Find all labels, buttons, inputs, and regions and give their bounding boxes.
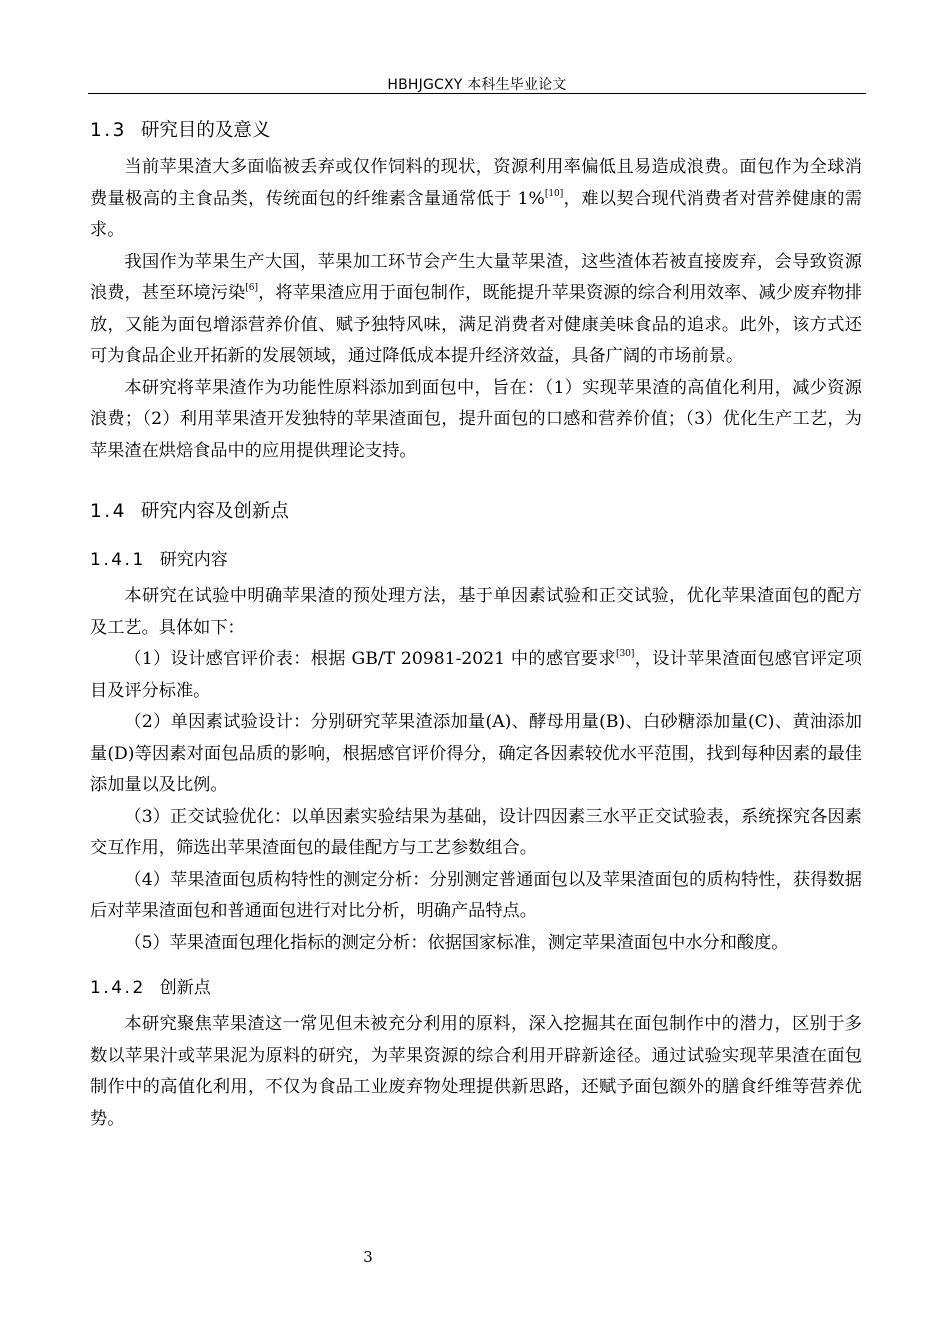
section-number: 1.3 [90, 120, 127, 141]
subsection-heading-1-4-2 [90, 973, 862, 1003]
subsection-number: 1.4.1 [90, 550, 146, 570]
list-item: （3）正交试验优化：以单因素实验结果为基础，设计四因素三水平正交试验表，系统探究各因素交互作用，筛选出苹果渣面包的最佳配方与工艺参数组合。 [90, 806, 862, 858]
section-heading-1-4 [90, 497, 862, 527]
paragraph: 我国作为苹果生产大国，苹果加工环节会产生大量苹果渣，这些渣体若被直接废弃，会导致资源浪费，甚至环境污染[6]，将苹果渣应用于面包制作，既能提升苹果资源的综合利用效率、减少废弃物排放，又能为面包增添营养价值、赋予独特风味，满足消费者对健康美味食品的追求。此外，该方式还可为食品企业开拓新的发展领域，通过降低成本提升经济效益，具备广阔的市场前景。 [90, 251, 862, 366]
list-item: （1）设计感官评价表：根据 GB/T 20981-2021 中的感官要求[30]，设计苹果渣面包感官评定项目及评分标准。 [90, 649, 862, 701]
subsection-title: 创新点 [159, 978, 211, 998]
list-item: （4）苹果渣面包质构特性的测定分析：分别测定普通面包以及苹果渣面包的质构特性，获得数据后对苹果渣面包和普通面包进行对比分析，明确产品特点。 [90, 869, 862, 921]
section-number: 1.4 [90, 501, 127, 522]
header-rule [88, 93, 866, 94]
paragraph: 本研究将苹果渣作为功能性原料添加到面包中，旨在：（1）实现苹果渣的高值化利用，减少资源浪费；（2）利用苹果渣开发独特的苹果渣面包，提升面包的口感和营养价值；（3）优化生产工艺，为苹果渣在烘焙食品中的应用提供理论支持。 [90, 377, 862, 461]
section-title: 研究目的及意义 [140, 120, 271, 141]
subsection-heading-1-4-1 [90, 545, 862, 575]
paragraph: 本研究聚焦苹果渣这一常见但未被充分利用的原料，深入挖掘其在面包制作中的潜力，区别于多数以苹果汁或苹果泥为原料的研究，为苹果资源的综合利用开辟新途径。通过试验实现苹果渣在面包制作中的高值化利用，不仅为食品工业废弃物处理提供新思路，还赋予面包额外的膳食纤维等营养优势。 [90, 1014, 862, 1129]
citation: [30] [615, 649, 635, 659]
citation: [6] [245, 283, 259, 293]
subsection-number: 1.4.2 [90, 978, 146, 998]
citation: [10] [544, 188, 564, 199]
paragraph: 本研究在试验中明确苹果渣的预处理方法，基于单因素试验和正交试验，优化苹果渣面包的配方及工艺。具体如下： [90, 586, 862, 638]
page-content [90, 116, 862, 1135]
list-item: （5）苹果渣面包理化指标的测定分析：依据国家标准，测定苹果渣面包中水分和酸度。 [124, 932, 789, 953]
running-header: HBHJGCXY 本科生毕业论文 [387, 77, 567, 93]
subsection-title: 研究内容 [159, 550, 228, 570]
list-item: （2）单因素试验设计：分别研究苹果渣添加量(A)、酵母用量(B)、白砂糖添加量(C)、黄油添加量(D)等因素对面包品质的影响，根据感官评价得分，确定各因素较优水平范围，找到每种因素的最佳添加量以及比例。 [90, 712, 862, 795]
paragraph: 当前苹果渣大多面临被丢弃或仅作饲料的现状，资源利用率偏低且易造成浪费。面包作为全球消费量极高的主食品类，传统面包的纤维素含量通常低于 1%[10]，难以契合现代消费者对营养健康的需求。 [90, 157, 862, 240]
page-number: 3 [363, 1248, 373, 1266]
section-heading-1-3 [90, 116, 862, 146]
section-title: 研究内容及创新点 [140, 501, 289, 522]
